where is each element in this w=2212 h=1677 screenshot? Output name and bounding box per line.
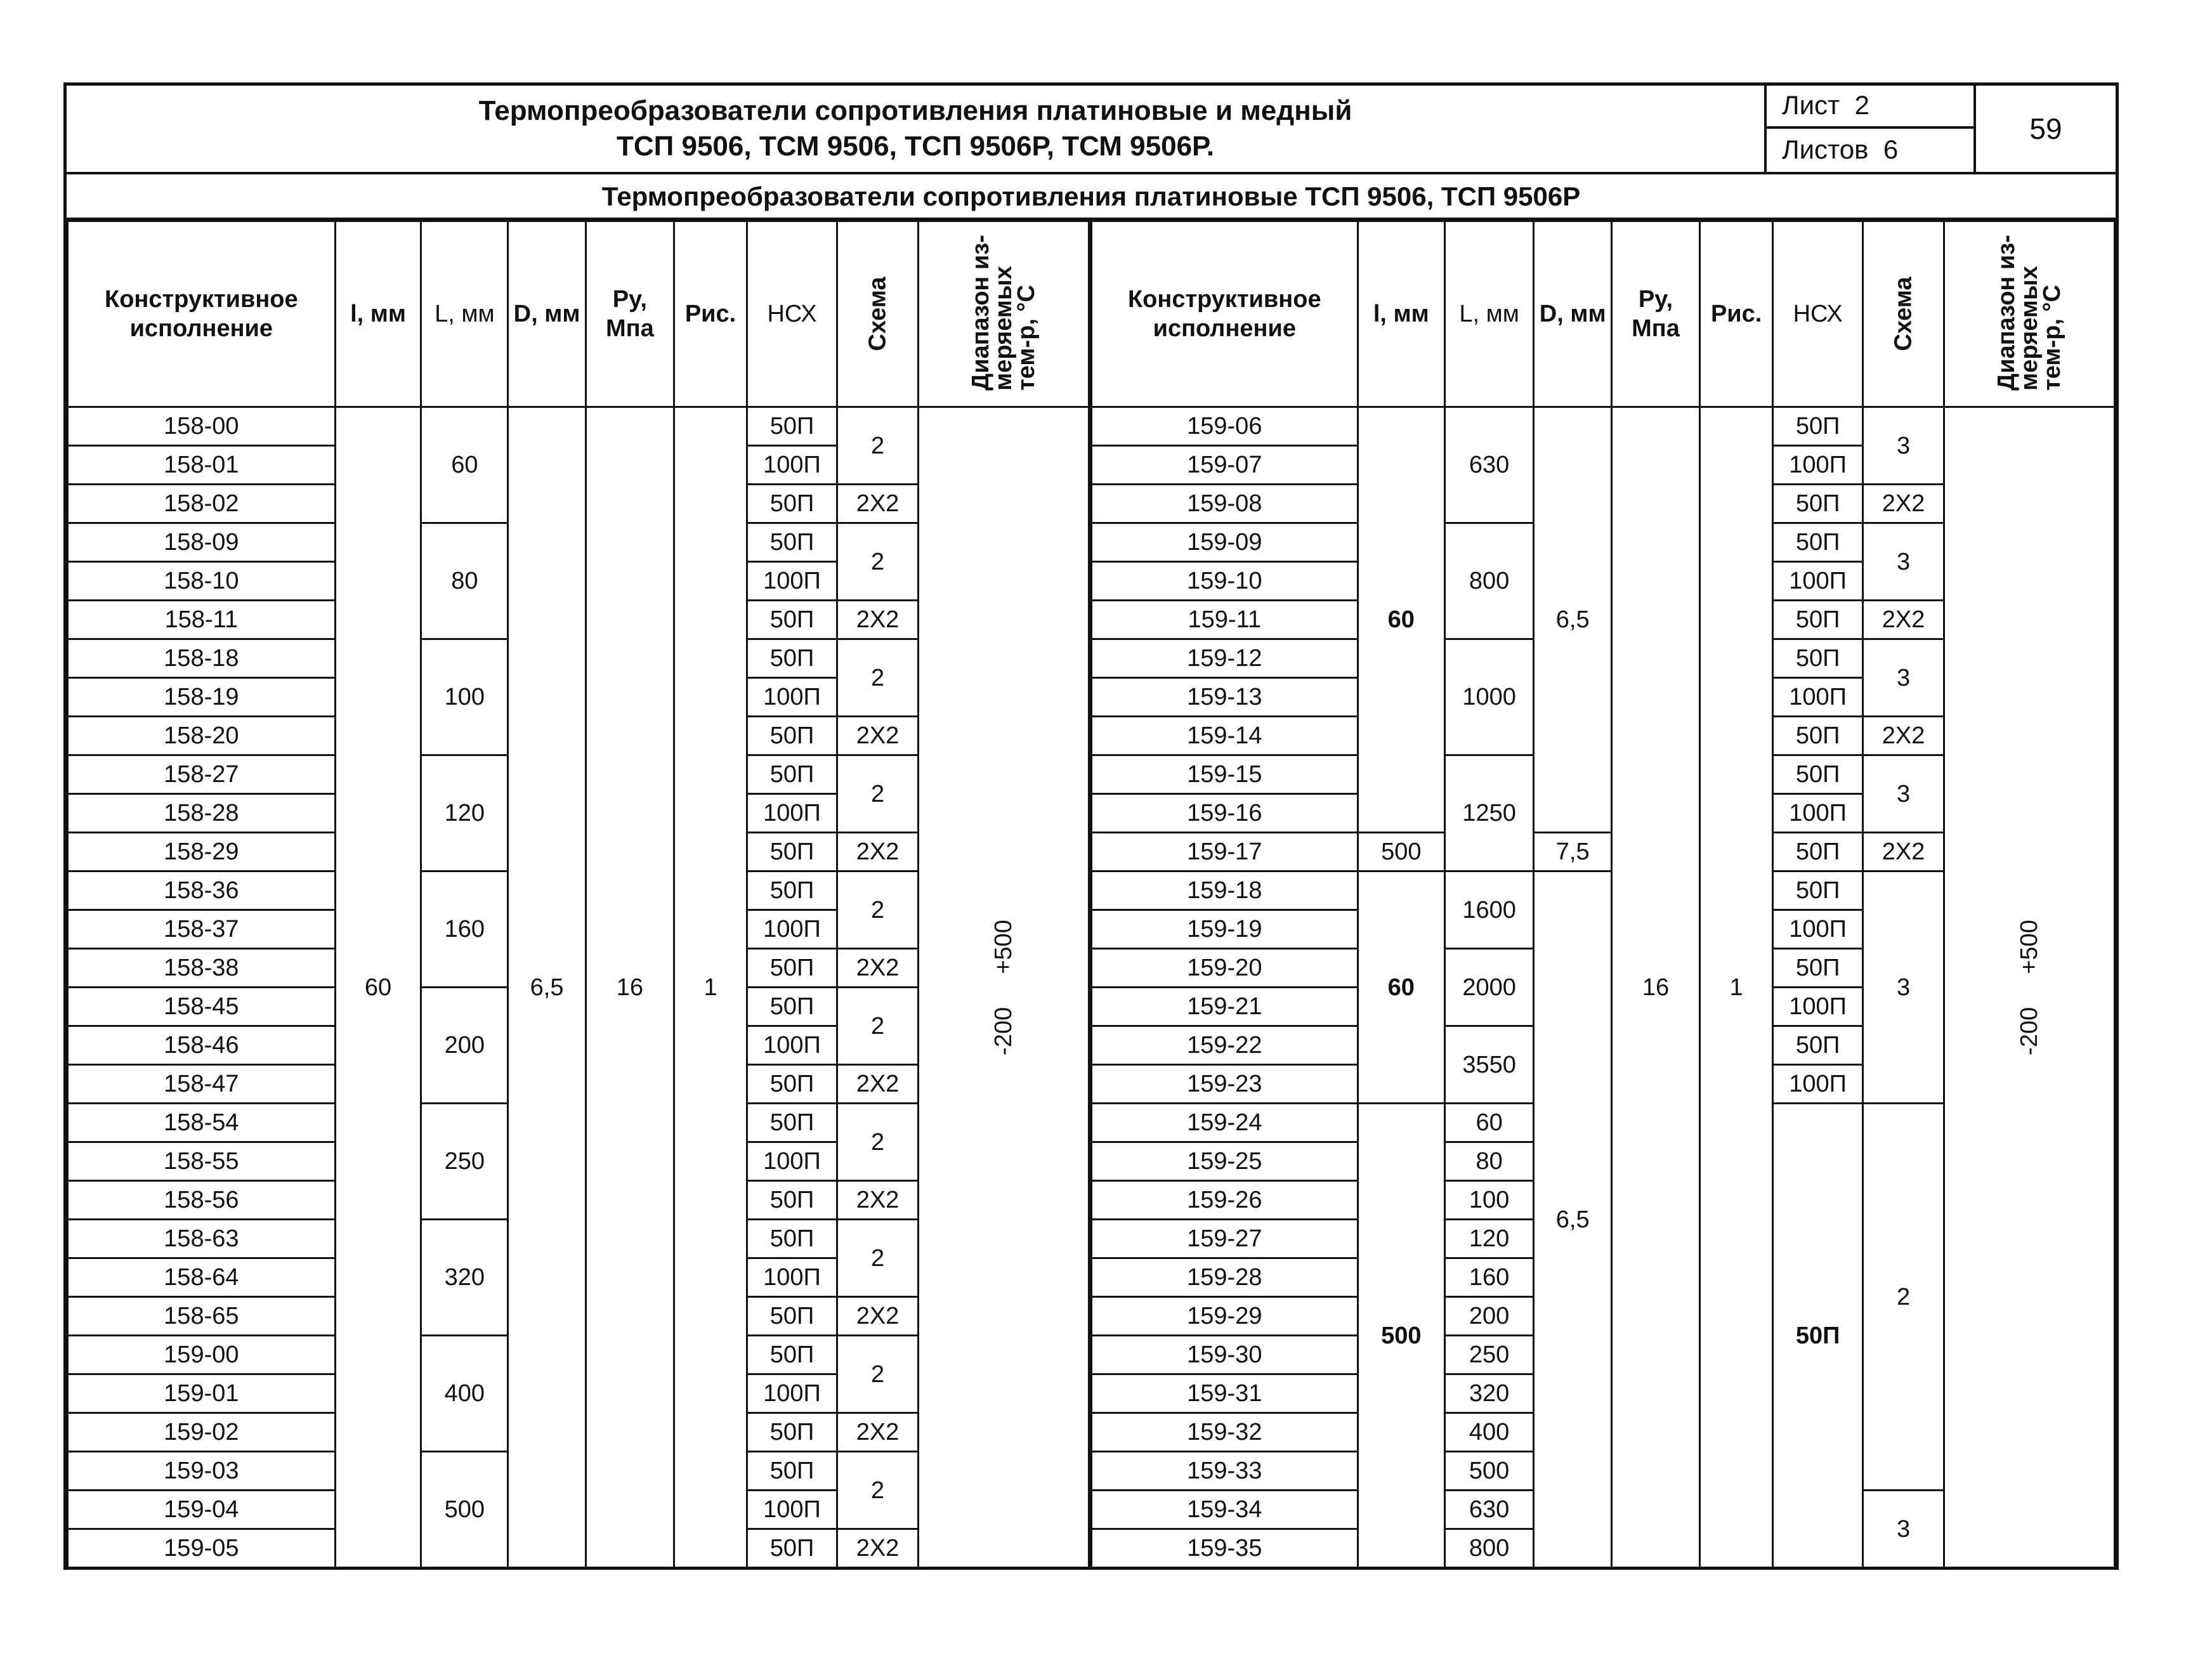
design-cell: 158-11 <box>68 601 336 639</box>
l-big-cell: 630 <box>1444 1491 1534 1529</box>
l-big-cell: 160 <box>1444 1258 1534 1297</box>
sheets-label: Листов <box>1782 134 1869 164</box>
nsh-cell: 50П <box>747 407 837 446</box>
document-header <box>67 86 2116 174</box>
nsh-header: НСХ <box>1773 221 1863 407</box>
d-cell: 6,5 <box>1534 871 1612 1568</box>
scheme-cell: 3 <box>1863 1491 1944 1568</box>
range-header-cell <box>919 221 1090 407</box>
l-big-cell: 60 <box>421 407 508 523</box>
nsh-cell: 50П <box>747 601 837 639</box>
scheme-cell: 2 <box>837 639 918 717</box>
l-big-cell: 1250 <box>1444 755 1534 871</box>
scheme-cell: 2Х2 <box>1863 601 1944 639</box>
l-small-cell: 60 <box>1358 871 1444 1104</box>
l-small-cell: 60 <box>335 407 421 1568</box>
design-cell: 159-33 <box>1090 1452 1358 1491</box>
design-cell: 159-30 <box>1090 1336 1358 1374</box>
l-small-cell: 500 <box>1358 833 1444 871</box>
nsh-cell: 50П <box>1773 755 1863 794</box>
design-cell: 159-11 <box>1090 601 1358 639</box>
design-cell: 158-28 <box>68 794 336 833</box>
nsh-cell: 50П <box>747 485 837 523</box>
l-big-cell: 800 <box>1444 523 1534 639</box>
design-cell: 159-13 <box>1090 678 1358 717</box>
scheme-cell: 2Х2 <box>837 1529 918 1568</box>
design-cell: 159-19 <box>1090 910 1358 949</box>
nsh-cell: 50П <box>1773 601 1863 639</box>
design-cell: 159-05 <box>68 1529 336 1568</box>
nsh-cell: 100П <box>1773 910 1863 949</box>
nsh-cell: 100П <box>747 678 837 717</box>
range-cell <box>919 407 1090 1568</box>
nsh-cell: 50П <box>747 1452 837 1491</box>
scheme-cell: 2 <box>837 1220 918 1297</box>
nsh-cell: 100П <box>747 1026 837 1065</box>
fig-cell: 1 <box>1700 407 1773 1568</box>
l-big-cell: 320 <box>1444 1374 1534 1413</box>
nsh-cell: 50П <box>747 523 837 562</box>
l-small-cell: 60 <box>1358 407 1444 833</box>
l-big-cell: 2000 <box>1444 949 1534 1026</box>
design-cell: 159-15 <box>1090 755 1358 794</box>
scheme-cell: 2Х2 <box>837 1065 918 1104</box>
scheme-header <box>837 221 918 407</box>
scheme-cell: 2Х2 <box>837 833 918 871</box>
d-cell: 6,5 <box>1534 407 1612 833</box>
nsh-cell: 100П <box>747 794 837 833</box>
nsh-cell: 100П <box>747 910 837 949</box>
design-cell: 158-37 <box>68 910 336 949</box>
design-header: Конструктивное исполнение <box>68 221 336 407</box>
l-big-cell: 1600 <box>1444 871 1534 949</box>
design-cell: 159-32 <box>1090 1413 1358 1452</box>
sheet-label: Лист <box>1782 90 1840 120</box>
design-cell: 159-18 <box>1090 871 1358 910</box>
design-cell: 158-38 <box>68 949 336 988</box>
design-cell: 159-35 <box>1090 1529 1358 1568</box>
nsh-cell: 50П <box>1773 523 1863 562</box>
nsh-cell: 100П <box>747 1491 837 1529</box>
range-header-cell <box>1944 221 2115 407</box>
nsh-cell: 50П <box>747 1297 837 1336</box>
nsh-cell: 50П <box>747 1529 837 1568</box>
l-big-cell: 120 <box>1444 1220 1534 1258</box>
design-cell: 158-19 <box>68 678 336 717</box>
design-cell: 158-64 <box>68 1258 336 1297</box>
title-line-2: ТСП 9506, ТСМ 9506, ТСП 9506Р, ТСМ 9506Р. <box>616 131 1215 162</box>
scheme-header <box>1863 221 1944 407</box>
l-big-cell: 200 <box>1444 1297 1534 1336</box>
nsh-cell: 50П <box>747 1336 837 1374</box>
design-cell: 159-10 <box>1090 562 1358 601</box>
scheme-cell: 2 <box>837 523 918 601</box>
nsh-cell: 50П <box>747 988 837 1026</box>
design-cell: 159-17 <box>1090 833 1358 871</box>
nsh-cell: 50П <box>747 755 837 794</box>
scheme-cell: 2Х2 <box>837 1413 918 1452</box>
range-header: Диапазон из- меряемых тем-р, °С <box>967 234 1040 391</box>
design-cell: 158-09 <box>68 523 336 562</box>
nsh-cell: 50П <box>747 833 837 871</box>
design-cell: 159-14 <box>1090 717 1358 755</box>
nsh-cell: 50П <box>1773 1026 1863 1065</box>
design-cell: 159-09 <box>1090 523 1358 562</box>
l-big-cell: 100 <box>421 639 508 755</box>
sheets-count-cell <box>1767 129 1976 172</box>
document-sheet <box>63 82 2119 1570</box>
design-cell: 159-16 <box>1090 794 1358 833</box>
l-big-cell: 100 <box>1444 1181 1534 1220</box>
design-cell: 159-26 <box>1090 1181 1358 1220</box>
design-cell: 158-10 <box>68 562 336 601</box>
scheme-cell: 2 <box>837 407 918 485</box>
table-row <box>68 407 2115 446</box>
design-cell: 158-20 <box>68 717 336 755</box>
design-cell: 159-28 <box>1090 1258 1358 1297</box>
nsh-cell: 100П <box>747 562 837 601</box>
d-header: D, мм <box>1534 221 1612 407</box>
design-cell: 159-12 <box>1090 639 1358 678</box>
pressure-header: Ру, Мпа <box>586 221 674 407</box>
nsh-cell: 50П <box>1773 833 1863 871</box>
l-big-cell: 80 <box>421 523 508 639</box>
design-cell: 158-01 <box>68 446 336 485</box>
nsh-cell: 100П <box>747 1258 837 1297</box>
range-cell <box>1944 407 2115 1568</box>
sheet-number-cell <box>1767 86 1976 129</box>
design-cell: 158-45 <box>68 988 336 1026</box>
l-big-cell: 120 <box>421 755 508 871</box>
design-cell: 158-00 <box>68 407 336 446</box>
scheme-cell: 2 <box>1863 1104 1944 1491</box>
nsh-cell: 50П <box>747 1181 837 1220</box>
nsh-cell: 50П <box>747 949 837 988</box>
scheme-cell: 2 <box>837 1104 918 1181</box>
header-row <box>68 221 2115 407</box>
design-cell: 159-20 <box>1090 949 1358 988</box>
scheme-header-text: Схема <box>864 277 891 351</box>
pressure-cell: 16 <box>1611 407 1699 1568</box>
design-cell: 159-07 <box>1090 446 1358 485</box>
nsh-cell: 50П <box>1773 871 1863 910</box>
nsh-cell: 50П <box>747 1104 837 1142</box>
nsh-cell: 50П <box>1773 1104 1863 1568</box>
scheme-cell: 3 <box>1863 523 1944 601</box>
design-cell: 158-36 <box>68 871 336 910</box>
l-big-cell: 400 <box>1444 1413 1534 1452</box>
design-cell: 158-54 <box>68 1104 336 1142</box>
scheme-cell: 2 <box>837 1452 918 1529</box>
scheme-cell: 3 <box>1863 755 1944 833</box>
scheme-cell: 2 <box>837 988 918 1065</box>
design-cell: 158-56 <box>68 1181 336 1220</box>
specs-table <box>67 220 2116 1569</box>
l-small-header: l, мм <box>1358 221 1444 407</box>
l-big-cell: 60 <box>1444 1104 1534 1142</box>
design-cell: 159-22 <box>1090 1026 1358 1065</box>
nsh-cell: 50П <box>747 1220 837 1258</box>
nsh-cell: 50П <box>747 1413 837 1452</box>
nsh-cell: 50П <box>747 871 837 910</box>
page-number: 59 <box>2029 112 2062 145</box>
nsh-cell: 100П <box>747 1374 837 1413</box>
design-cell: 158-29 <box>68 833 336 871</box>
nsh-cell: 50П <box>1773 407 1863 446</box>
design-cell: 159-27 <box>1090 1220 1358 1258</box>
nsh-cell: 50П <box>1773 639 1863 678</box>
scheme-cell: 2Х2 <box>1863 833 1944 871</box>
design-cell: 159-03 <box>68 1452 336 1491</box>
temperature-range: -200+500 <box>2016 919 2043 1055</box>
design-cell: 158-47 <box>68 1065 336 1104</box>
pressure-cell: 16 <box>586 407 674 1568</box>
l-big-cell: 250 <box>421 1104 508 1220</box>
scheme-cell: 2Х2 <box>837 949 918 988</box>
scheme-cell: 2 <box>837 1336 918 1413</box>
pressure-header: Ру, Мпа <box>1611 221 1699 407</box>
design-cell: 159-24 <box>1090 1104 1358 1142</box>
design-cell: 159-23 <box>1090 1065 1358 1104</box>
scheme-cell: 2Х2 <box>837 485 918 523</box>
scheme-cell: 3 <box>1863 871 1944 1104</box>
scheme-cell: 2Х2 <box>1863 485 1944 523</box>
design-cell: 159-01 <box>68 1374 336 1413</box>
design-cell: 158-02 <box>68 485 336 523</box>
range-header: Диапазон из- меряемых тем-р, °С <box>1993 234 2066 391</box>
d-cell: 7,5 <box>1534 833 1612 871</box>
l-small-header: l, мм <box>335 221 421 407</box>
design-cell: 158-18 <box>68 639 336 678</box>
l-big-cell: 500 <box>1444 1452 1534 1491</box>
design-cell: 159-06 <box>1090 407 1358 446</box>
l-big-cell: 160 <box>421 871 508 988</box>
temperature-range: -200+500 <box>990 919 1017 1055</box>
design-cell: 159-08 <box>1090 485 1358 523</box>
design-cell: 158-27 <box>68 755 336 794</box>
nsh-cell: 100П <box>1773 988 1863 1026</box>
l-big-cell: 500 <box>421 1452 508 1568</box>
design-cell: 159-29 <box>1090 1297 1358 1336</box>
fig-cell: 1 <box>674 407 747 1568</box>
l-big-cell: 630 <box>1444 407 1534 523</box>
nsh-cell: 50П <box>1773 485 1863 523</box>
title-line-1: Термопреобразователи сопротивления платиновые и медный <box>478 95 1352 126</box>
design-cell: 159-34 <box>1090 1491 1358 1529</box>
nsh-cell: 50П <box>747 1065 837 1104</box>
design-cell: 159-04 <box>68 1491 336 1529</box>
design-cell: 159-00 <box>68 1336 336 1374</box>
l-big-cell: 1000 <box>1444 639 1534 755</box>
design-cell: 158-63 <box>68 1220 336 1258</box>
design-header: Конструктивное исполнение <box>1090 221 1358 407</box>
l-big-header: L, мм <box>421 221 508 407</box>
sheet-number: 2 <box>1854 90 1869 120</box>
l-big-header: L, мм <box>1444 221 1534 407</box>
design-cell: 158-46 <box>68 1026 336 1065</box>
nsh-cell: 100П <box>1773 794 1863 833</box>
nsh-cell: 100П <box>1773 678 1863 717</box>
nsh-cell: 50П <box>747 639 837 678</box>
scheme-cell: 2Х2 <box>837 1297 918 1336</box>
l-big-cell: 200 <box>421 988 508 1104</box>
scheme-cell: 2Х2 <box>837 717 918 755</box>
fig-header: Рис. <box>1700 221 1773 407</box>
scheme-cell: 3 <box>1863 407 1944 485</box>
nsh-cell: 50П <box>747 717 837 755</box>
l-small-cell: 500 <box>1358 1104 1444 1568</box>
document-title <box>67 86 1767 172</box>
nsh-header: НСХ <box>747 221 837 407</box>
scheme-cell: 3 <box>1863 639 1944 717</box>
design-cell: 159-02 <box>68 1413 336 1452</box>
nsh-cell: 100П <box>1773 446 1863 485</box>
nsh-cell: 50П <box>1773 949 1863 988</box>
l-big-cell: 3550 <box>1444 1026 1534 1104</box>
d-header: D, мм <box>508 221 586 407</box>
l-big-cell: 800 <box>1444 1529 1534 1568</box>
design-cell: 158-55 <box>68 1142 336 1181</box>
nsh-cell: 100П <box>747 1142 837 1181</box>
l-big-cell: 400 <box>421 1336 508 1452</box>
nsh-cell: 50П <box>1773 717 1863 755</box>
scheme-cell: 2 <box>837 755 918 833</box>
scheme-cell: 2Х2 <box>837 1181 918 1220</box>
l-big-cell: 320 <box>421 1220 508 1336</box>
d-cell: 6,5 <box>508 407 586 1568</box>
scheme-cell: 2Х2 <box>837 601 918 639</box>
scheme-header-text: Схема <box>1890 277 1917 351</box>
nsh-cell: 100П <box>747 446 837 485</box>
l-big-cell: 80 <box>1444 1142 1534 1181</box>
sheets-count: 6 <box>1883 134 1899 164</box>
nsh-cell: 100П <box>1773 1065 1863 1104</box>
table-subtitle: Термопреобразователи сопротивления платиновые ТСП 9506, ТСП 9506Р <box>67 174 2116 220</box>
scheme-cell: 2Х2 <box>1863 717 1944 755</box>
scheme-cell: 2 <box>837 871 918 949</box>
design-cell: 159-21 <box>1090 988 1358 1026</box>
fig-header: Рис. <box>674 221 747 407</box>
l-big-cell: 250 <box>1444 1336 1534 1374</box>
design-cell: 159-25 <box>1090 1142 1358 1181</box>
design-cell: 159-31 <box>1090 1374 1358 1413</box>
nsh-cell: 100П <box>1773 562 1863 601</box>
design-cell: 158-65 <box>68 1297 336 1336</box>
